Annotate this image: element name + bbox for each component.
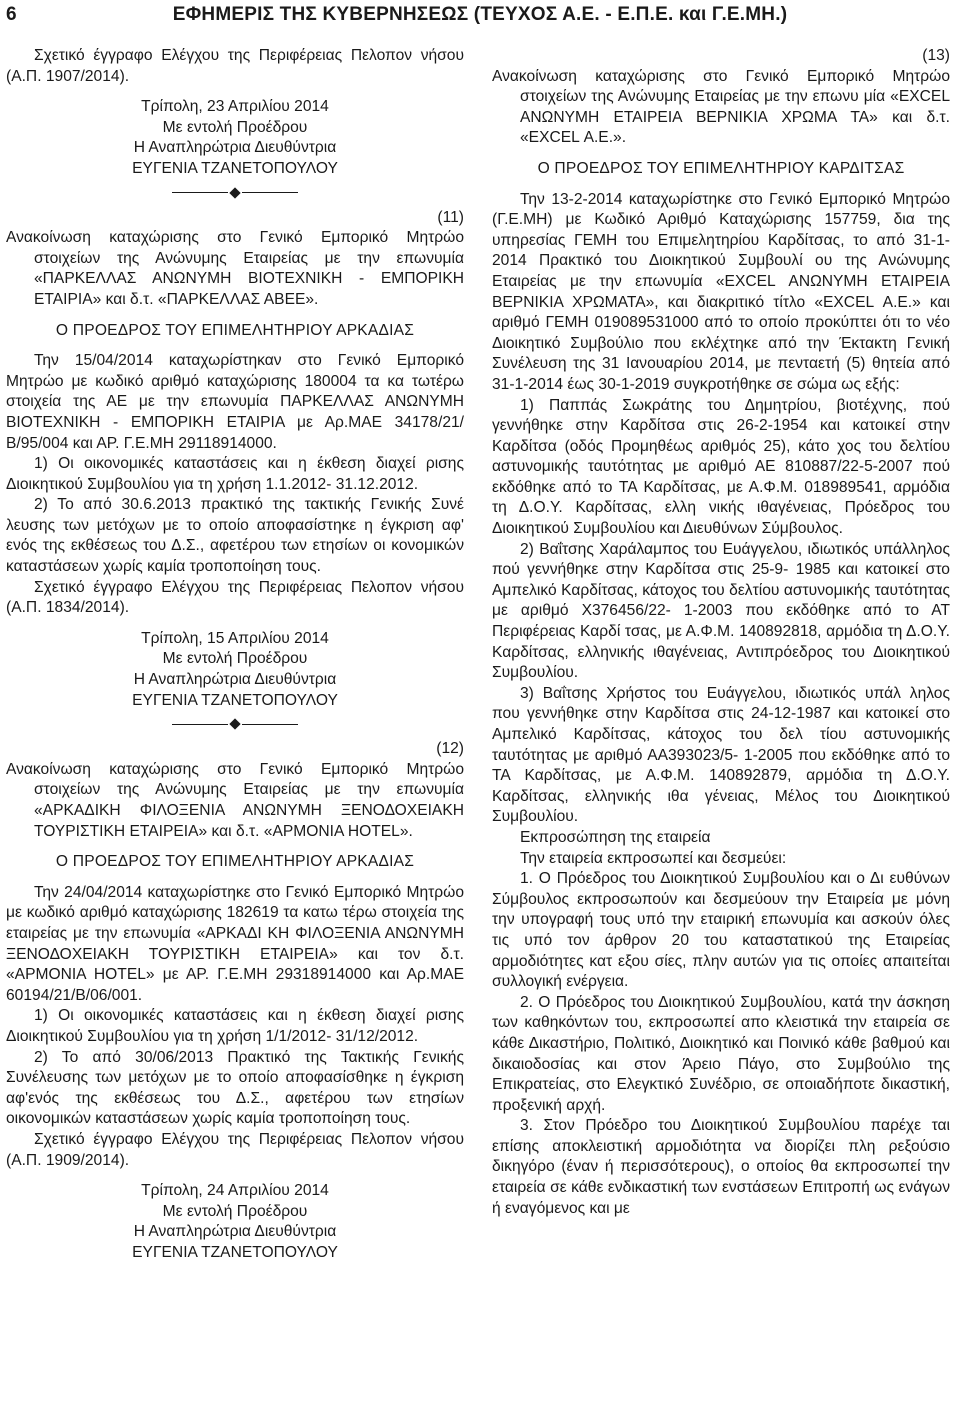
notice-paragraph: 1) Παππάς Σωκράτης του Δημητρίου, βιοτέχνης, πού γεννήθηκε στην Καρδίτσα στις 26-2-1954 και κατοικεί στην Καρδίτσα (οδός Προμηθέως αριθμός 25), κάτο χος του δελτίου αστυνομικής ταυτότητας με αριθμό ΑΕ 810887/22-5-2007 πού εκδόθηκε από το ΤΑ Καρδίτσας, με Α.Φ.Μ. 018989541, αρμόδια τη Δ.Ο.Υ. Καρδίτσας, ελλη νικής ιθαγένειας, Πρόεδρος του Διοικητικού Συμβουλίου και Διευθύνων Σύμβουλος. <box>492 396 950 538</box>
diamond-icon <box>229 187 240 198</box>
notice-paragraph: 2) Βαΐτσης Χαράλαμπος του Ευάγγελου, ιδιωτικός υπάλληλος πού γεννήθηκε στην Καρδίτσα στις 25-9- 1985 και κατοικεί στο Αμπελικό Καρδίτσας, κάτοχος του δελτίου αστυνομικής ταυτότητας με αριθμό Χ376456/22- 1-2003 που εκδόθηκε από το ΑΤ Περιφέρειας Καρδί τσας, με Α.Φ.Μ. 140892818, αρμόδια τη Δ.Ο.Υ. Καρδίτσας, ελληνικής ιθαγένειας, Αντιπρόεδρος του Διοικητικού Συμβουλίου. <box>492 540 950 682</box>
notice-13 <box>492 46 950 1219</box>
page-header <box>0 0 960 30</box>
notice-president: Ο ΠΡΟΕΔΡΟΣ ΤΟΥ ΕΠΙΜΕΛΗΤΗΡΙΟΥ ΚΑΡΔΙΤΣΑΣ <box>537 159 905 177</box>
notice-paragraph: 1) Οι οικονομικές καταστάσεις και η έκθεση διαχεί ρισης Διοικητικού Συμβουλίου για τη χρήση 1/1/2012- 31/12/2012. <box>6 1007 464 1045</box>
notice-paragraph: 3. Στον Πρόεδρο του Διοικητικού Συμβουλίου παρέχε ται επίσης αποκλειστική αρμοδιότητα να διορίζει πλη ρεξούσιο δικηγόρο (έναν ή περισσότερους), ο οποίος θα εκπροσωπεί την εταιρεία σε κάθε ενδικαστική των ενστάσεων Επιτροπή ως ενάγων ή εναγόμενος και με <box>492 1117 950 1217</box>
notice-paragraph: Την 24/04/2014 καταχωρίστηκε στο Γενικό Εμπορικό Μητρώο με κωδικό αριθμό καταχώρισης 182619 τα κατω τέρω στοιχεία της εταιρείας με την επωνυμία «ΑΡΚΑΔΙ ΚΗ ΦΙΛΟΞΕΝΙΑ ΑΝΩΝΥΜΗ ΞΕΝΟΔΟΧΕΙΑΚΗ ΤΟΥΡΙΣΤΙΚΗ ΕΤΑΙΡΕΙΑ» και τον δ.τ. «ΑΡΜΟΝΙΑ HOTEL» με ΑΡ. Γ.Ε.ΜΗ 29318914000 και Αρ.ΜΑΕ 60194/21/Β/06/001. <box>6 883 464 1004</box>
signature-order: Με εντολή Προέδρου <box>162 1202 308 1220</box>
signature-block-1 <box>6 97 464 179</box>
notice-president: Ο ΠΡΟΕΔΡΟΣ ΤΟΥ ΕΠΙΜΕΛΗΤΗΡΙΟΥ ΑΡΚΑΔΙΑΣ <box>55 321 415 339</box>
notice-paragraph: Την 15/04/2014 καταχωρίστηκαν στο Γενικό Εμπορικό Μητρώο με κωδικό αριθμό καταχώρισης 180004 τα κα τωτέρω στοιχεία της ΑΕ με την επωνυμία ΠΑΡΚΕΛΛΑΣ ΑΝΩΝΥΜΗ ΒΙΟΤΕΧΝΙΚΗ - ΕΜΠΟΡΙΚΗ ΕΤΑΙΡΙΑ με Αρ.ΜΑΕ 34178/21/Β/95/004 και ΑΡ. Γ.Ε.ΜΗ 29118914000. <box>6 352 464 452</box>
notice-title: Ανακοίνωση καταχώρισης στο Γενικό Εμπορικό Μητρώο στοιχείων της Ανώνυμης Εταιρείας με την επωνυ μία «EXCEL ΑΝΩΝΥΜΗ ΕΤΑΙΡΕΙΑ ΒΕΡΝΙΚΙΑ ΧΡΩΜΑ ΤΑ» και δ.τ. «EXCEL Α.Ε.». <box>492 67 950 147</box>
signature-order: Με εντολή Προέδρου <box>162 118 308 136</box>
signature-place-date: Τρίπολη, 24 Απριλίου 2014 <box>141 1182 329 1200</box>
section-separator <box>6 713 464 735</box>
representation-intro: Την εταιρεία εκπροσωπεί και δεσμεύει: <box>520 849 787 867</box>
notice-number: (11) <box>437 208 464 226</box>
notice-paragraph: Σχετικό έγγραφο Ελέγχου της Περιφέρειας Πελοπον νήσου (Α.Π. 1834/2014). <box>6 578 464 617</box>
signature-order: Με εντολή Προέδρου <box>162 650 308 668</box>
signature-place-date: Τρίπολη, 15 Απριλίου 2014 <box>141 629 329 647</box>
page-number: 6 <box>6 4 17 25</box>
signature-block-2 <box>6 629 464 711</box>
signature-role: Η Αναπληρώτρια Διευθύντρια <box>133 671 337 689</box>
notice-paragraph: Σχετικό έγγραφο Ελέγχου της Περιφέρειας Πελοπον νήσου (Α.Π. 1909/2014). <box>6 1130 464 1169</box>
signature-block-3 <box>6 1181 464 1263</box>
notice-number: (12) <box>436 740 464 758</box>
notice-number: (13) <box>922 47 950 64</box>
notice-paragraph: 3) Βαΐτσης Χρήστος του Ευάγγελου, ιδιωτικός υπάλ ληλος που γεννήθηκε στην Καρδίτσα στις 24-12-1987 και κατοικεί στο Αμπελικό Καρδίτσας, κάτοχος του δελ τίου αστυνομικής ταυτότητας με αριθμό ΑΑ393023/5- 1-2005 που εκδόθηκε από το ΤΑ Καρδίτσας, με Α.Φ.Μ. 140892879, αρμόδια τη Δ.Ο.Υ. Καρδίτσας, ελληνικής ιθα γένειας, Μέλος του Διοικητικού Συμβουλίου. <box>492 684 950 826</box>
notice-paragraph: 1) Οι οικονομικές καταστάσεις και η έκθεση διαχεί ρισης Διοικητικού Συμβουλίου για τη χρήση 1.1.2012- 31.12.2012. <box>6 455 464 493</box>
signature-name: ΕΥΓΕΝΙΑ ΤΖΑΝΕΤΟΠΟΥΛΟΥ <box>132 691 338 709</box>
diamond-icon <box>229 719 240 730</box>
notice-title: Ανακοίνωση καταχώρισης στο Γενικό Εμπορικό Μητρώο στοιχείων της Ανώνυμης Εταιρείας με την επωνυμία «ΠΑΡΚΕΛΛΑΣ ΑΝΩΝΥΜΗ ΒΙΟΤΕΧΝΙΚΗ - ΕΜΠΟΡΙΚΗ ΕΤΑΙΡΙΑ» και δ.τ. «ΠΑΡΚΕΛΛΑΣ ΑΒΕΕ». <box>6 229 464 308</box>
left-column <box>6 46 464 1263</box>
notice-title: Ανακοίνωση καταχώρισης στο Γενικό Εμπορικό Μητρώο στοιχείων της Ανώνυμης Εταιρείας με την επωνυμία «ΑΡΚΑΔΙΚΗ ΦΙΛΟΞΕΝΙΑ ΑΝΩΝΥΜΗ ΞΕΝΟΔΟΧΕΙΑΚΗ ΤΟΥΡΙΣΤΙΚΗ ΕΤΑΙΡΕΙΑ» και δ.τ. «ΑΡΜΟΝΙΑ HOTEL». <box>6 760 464 840</box>
notice-11 <box>6 208 464 619</box>
representation-title: Εκπροσώπηση της εταιρεία <box>520 828 711 846</box>
notice-paragraph: 2) Το από 30.6.2013 πρακτικό της τακτικής Γενικής Συνέ λευσης των μετόχων με το οποίο αποφασίστηκε η έγκριση αφ' ενός της εκθέσεως του Δ.Σ., αφετέρου των ετησίων οι κονομικών καταστάσεων χωρίς καμία τροποποίηση τους. <box>6 496 464 576</box>
section-separator <box>6 182 464 204</box>
signature-role: Η Αναπληρώτρια Διευθύντρια <box>133 139 337 157</box>
signature-name: ΕΥΓΕΝΙΑ ΤΖΑΝΕΤΟΠΟΥΛΟΥ <box>132 159 338 177</box>
signature-role: Η Αναπληρώτρια Διευθύντρια <box>133 1223 337 1241</box>
opening-reference: Σχετικό έγγραφο Ελέγχου της Περιφέρειας Πελοπον νήσου (Α.Π. 1907/2014). <box>6 47 464 85</box>
right-column <box>492 46 950 1219</box>
notice-12 <box>6 739 464 1171</box>
notice-paragraph: 2. Ο Πρόεδρος του Διοικητικού Συμβουλίου, κατά την άσκηση των καθηκόντων του, εκπροσωπεί απο κλειστικά την εταιρεία σε κάθε Δικαστήριο, Πολιτικό, Διοικητικό και Ποινικό κάθε βαθμού και δικαιοδοσίας και στον Άρειο Πάγο, στο Συμβούλιο της Επικρατείας, στο Ελεγκτικό Συνέδριο, σε οποιαδήποτε δικαστική, προξενική αρχή. <box>492 993 950 1114</box>
notice-paragraph: 2) Το από 30/06/2013 Πρακτικό της Τακτικής Γενικής Συνέλευσης των μετόχων με το οποίο αποφασίσθηκε η έγκριση αφ'ενός της εκθέσεως του Δ.Σ., αφετέρου των ετησίων οικονομικών καταστάσεων χωρίς καμία τροποποίηση τους. <box>6 1048 464 1128</box>
notice-president: Ο ΠΡΟΕΔΡΟΣ ΤΟΥ ΕΠΙΜΕΛΗΤΗΡΙΟΥ ΑΡΚΑΔΙΑΣ <box>55 853 415 871</box>
notice-paragraph: 1. Ο Πρόεδρος του Διοικητικού Συμβουλίου και ο Δι ευθύνων Σύμβουλος εκπροσωπούν και δεσμεύουν την Εταιρεία με μόνη την υπογραφή τους υπό την εταιρική επωνυμία και ασκούν όλες τις υπό τον άρθρον 20 του καταστατικού της Εταιρείας αρμοδιότητες κατ εξου σίες, πλην αυτών για τις οποίες απαιτείται συλλογική ενέργεια. <box>492 870 950 991</box>
gazette-title: ΕΦΗΜΕΡΙΣ ΤΗΣ ΚΥΒΕΡΝΗΣΕΩΣ (ΤΕΥΧΟΣ Α.Ε. - Ε.Π.Ε. και Γ.Ε.ΜΗ.) <box>172 4 788 25</box>
signature-name: ΕΥΓΕΝΙΑ ΤΖΑΝΕΤΟΠΟΥΛΟΥ <box>132 1243 338 1261</box>
notice-paragraph: Την 13-2-2014 καταχωρίστηκε στο Γενικό Εμπορικό Μητρώο (Γ.Ε.ΜΗ) με Κωδικό Αριθμό Καταχώρισης 157759, δια της υπηρεσίας ΓΕΜΗ του Επιμελητηρίου Καρδίτσας, το από 31-1-2014 Πρακτικό του Διοικητικού Συμβουλί ου της Ανώνυμης Εταιρείας με την επωνυμία «EXCEL ΑΝΩΝΥΜΗ ΕΤΑΙΡΕΙΑ ΒΕΡΝΙΚΙΑ ΧΡΩΜΑΤΑ», και διακριτικό τίτλο «EXCEL Α.Ε.» και αριθμό ΓΕΜΗ 019089531000 από το οποίο προκύπτει ότι το νέο Διοικητικό Συμβούλιο που εκλέχτηκε από την Έκτακτη Γενική Συνέλευση της 31 Ιανουαρίου 2014, με πενταετή (5) θητεία από 31-1-2014 έως 30-1-2019 συγκροτήθηκε σε σώμα ως εξής: <box>492 190 950 393</box>
signature-place-date: Τρίπολη, 23 Απριλίου 2014 <box>141 98 329 116</box>
